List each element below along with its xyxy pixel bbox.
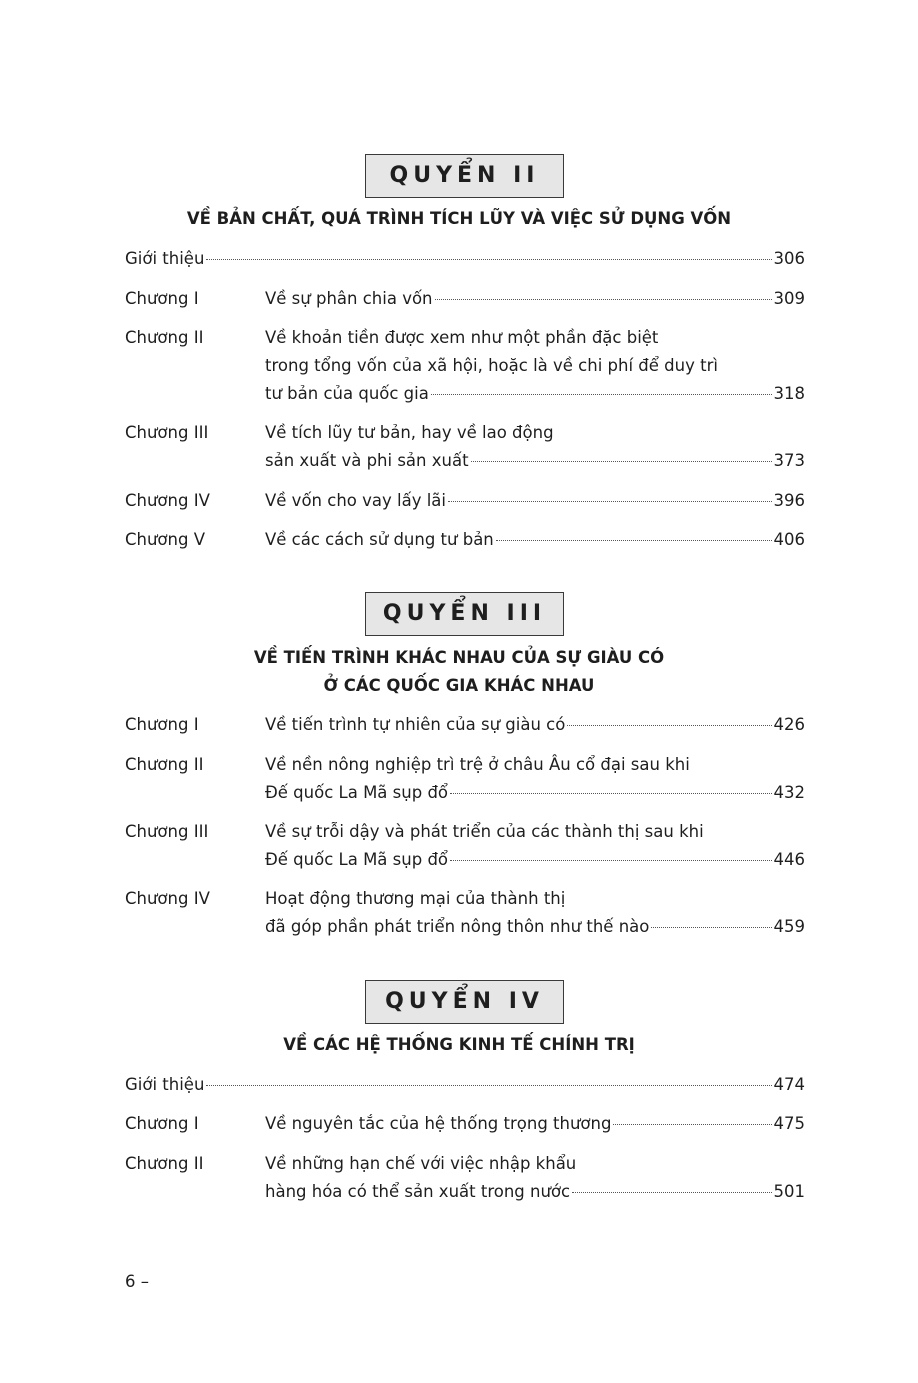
- page-number: 396: [773, 491, 805, 510]
- chapter-title-text: Về các cách sử dụng tư bản: [265, 530, 494, 549]
- chapter-title-line: [265, 285, 805, 313]
- chapter-label: Chương I: [125, 1114, 199, 1133]
- book-heading-box: QUYỂN III: [365, 592, 564, 636]
- chapter-title-text: Đế quốc La Mã sụp đổ: [265, 850, 449, 869]
- chapter-label: Chương II: [125, 755, 204, 774]
- dot-leader: [450, 860, 771, 861]
- chapter-title-line: [265, 711, 805, 739]
- chapter-title-line: [265, 1110, 805, 1138]
- book-title-line: Ở CÁC QUỐC GIA KHÁC NHAU: [323, 676, 595, 695]
- chapter-title-line: Về khoản tiền được xem như một phần đặc biệt: [265, 328, 659, 347]
- chapter-label: Chương II: [125, 328, 204, 347]
- chapter-title-line: Về những hạn chế với việc nhập khẩu: [265, 1154, 577, 1173]
- chapter-label: Chương III: [125, 423, 209, 442]
- dot-leader: [448, 501, 772, 502]
- book-heading-box: QUYỂN IV: [365, 980, 564, 1024]
- chapter-title-text: hàng hóa có thể sản xuất trong nước: [265, 1182, 571, 1201]
- chapter-label: Chương I: [125, 715, 199, 734]
- dot-leader: [567, 725, 771, 726]
- book-title: [0, 1031, 918, 1059]
- book-title-line: VỀ BẢN CHẤT, QUÁ TRÌNH TÍCH LŨY VÀ VIỆC SỬ DỤNG VỐN: [186, 209, 732, 228]
- chapter-title-line: [265, 846, 805, 874]
- page-number-footer: 6 –: [125, 1272, 149, 1291]
- chapter-label: Chương IV: [125, 889, 210, 908]
- chapter-title-line: Về nền nông nghiệp trì trệ ở châu Âu cổ đại sau khi: [265, 755, 690, 774]
- chapter-title: [125, 1071, 805, 1099]
- chapter-title-line: [265, 526, 805, 554]
- chapter-title: [265, 526, 805, 554]
- chapter-title: [265, 1110, 805, 1138]
- dot-leader: [206, 1085, 771, 1086]
- chapter-label: Chương IV: [125, 491, 210, 510]
- book-title-line: VỀ TIẾN TRÌNH KHÁC NHAU CỦA SỰ GIÀU CÓ: [253, 648, 665, 667]
- dot-leader: [572, 1192, 771, 1193]
- chapter-title-text: Về sự phân chia vốn: [265, 289, 433, 308]
- page-number: 318: [773, 384, 805, 403]
- chapter-title-text: sản xuất và phi sản xuất: [265, 451, 469, 470]
- chapter-title-text: Giới thiệu: [125, 1075, 205, 1094]
- dot-leader: [471, 461, 772, 462]
- dot-leader: [496, 540, 772, 541]
- chapter-label: Chương V: [125, 530, 205, 549]
- page-number: 309: [773, 289, 805, 308]
- page-number: 501: [773, 1182, 805, 1201]
- book-heading-box: QUYỂN II: [365, 154, 564, 198]
- chapter-title-line: [265, 447, 805, 475]
- chapter-title-line: Hoạt động thương mại của thành thị: [265, 889, 566, 908]
- chapter-title-text: Giới thiệu: [125, 249, 205, 268]
- chapter-title: [265, 711, 805, 739]
- chapter-title-text: Về tiến trình tự nhiên của sự giàu có: [265, 715, 566, 734]
- dot-leader: [450, 793, 771, 794]
- book-title-line: VỀ CÁC HỆ THỐNG KINH TẾ CHÍNH TRỊ: [283, 1035, 635, 1054]
- page-number: 426: [773, 715, 805, 734]
- chapter-title-text: Đế quốc La Mã sụp đổ: [265, 783, 449, 802]
- book-title: [0, 205, 918, 233]
- page-number: 373: [773, 451, 805, 470]
- page-number: 459: [773, 917, 805, 936]
- chapter-title: [265, 285, 805, 313]
- book-title: [0, 644, 918, 700]
- dot-leader: [206, 259, 771, 260]
- page-number: 432: [773, 783, 805, 802]
- chapter-title: [265, 419, 805, 475]
- chapter-title-line: [125, 245, 805, 273]
- dot-leader: [613, 1124, 771, 1125]
- dot-leader: [431, 394, 772, 395]
- page-number: 306: [773, 249, 805, 268]
- chapter-title-line: Về sự trỗi dậy và phát triển của các thành thị sau khi: [265, 822, 704, 841]
- page-number: 446: [773, 850, 805, 869]
- chapter-title: [265, 1150, 805, 1206]
- chapter-label: Chương II: [125, 1154, 204, 1173]
- chapter-title-line: Về tích lũy tư bản, hay về lao động: [265, 423, 554, 442]
- page-number: 475: [773, 1114, 805, 1133]
- chapter-title-line: [265, 1178, 805, 1206]
- chapter-title-line: [265, 913, 805, 941]
- chapter-title-line: trong tổng vốn của xã hội, hoặc là về chi phí để duy trì: [265, 356, 718, 375]
- dot-leader: [435, 299, 772, 300]
- chapter-label: Chương I: [125, 289, 199, 308]
- chapter-title-text: Về nguyên tắc của hệ thống trọng thương: [265, 1114, 612, 1133]
- page-number: 406: [773, 530, 805, 549]
- chapter-title-line: [265, 487, 805, 515]
- chapter-title: [265, 885, 805, 941]
- page-number: 474: [773, 1075, 805, 1094]
- dot-leader: [651, 927, 771, 928]
- chapter-title: [125, 245, 805, 273]
- chapter-label: Chương III: [125, 822, 209, 841]
- chapter-title: [265, 324, 805, 408]
- chapter-title: [265, 818, 805, 874]
- chapter-title-text: tư bản của quốc gia: [265, 384, 429, 403]
- chapter-title-text: Về vốn cho vay lấy lãi: [265, 491, 446, 510]
- chapter-title-text: đã góp phần phát triển nông thôn như thế nào: [265, 917, 650, 936]
- chapter-title-line: [265, 380, 805, 408]
- chapter-title: [265, 751, 805, 807]
- chapter-title-line: [265, 779, 805, 807]
- chapter-title-line: [125, 1071, 805, 1099]
- chapter-title: [265, 487, 805, 515]
